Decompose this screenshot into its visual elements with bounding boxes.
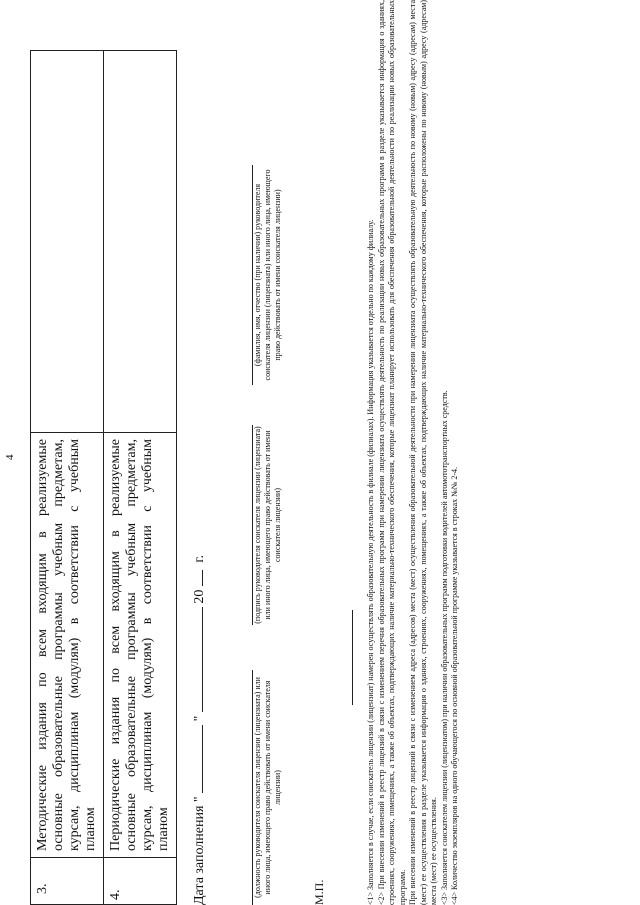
position-caption: (должность руководителя соискателя лицензии (лицензиата) или иного лица, имеющего право действовать от имени соискателя лицензии) bbox=[253, 677, 282, 898]
quote-close: " bbox=[192, 715, 207, 722]
footnote-3: <3> Заполняется соискателем лицензии (лицензиатом) при наличии образовательных программ подготовки водителей автомототранспортных средств. bbox=[439, 390, 449, 905]
month-blank bbox=[190, 607, 203, 712]
year-prefix: 20 bbox=[192, 589, 207, 604]
footnote-2-continued: При внесении изменений в реестр лицензий в связи с изменением адреса (адресов) места (мест) осуществления образовательной деятельности при намерении лицензиата осуществлять образовательную деятельность по новому (новым) адресу (адресам) места (мест) ее осуществления в разделе указывается информация о зданиях, строениях, сооружениях, помещениях, а также об объектах, подтверждающих наличие материально-технического обеспечения, которые расположены по новому (новым) адресу (адресам) места (мест) ее осуществления. bbox=[408, 0, 438, 905]
year-blank bbox=[190, 570, 203, 586]
row-value-cell bbox=[31, 51, 104, 433]
name-caption: (фамилия, имя, отчество (при наличии) руководителя соискателя лицензии (лицензиата) или иного лица, имеющего право действовать от имени соискателя лицензии) bbox=[253, 169, 282, 381]
fill-date-label: Дата заполнения " bbox=[192, 796, 207, 905]
signature-caption: (подпись руководителя соискателя лицензии (лицензиата) или иного лица, имеющего право действовать от имени соискателя лицензии) bbox=[253, 426, 282, 624]
fill-date-line bbox=[190, 555, 208, 905]
row-number: 3. bbox=[31, 858, 104, 905]
stamp-placeholder: М.П. bbox=[312, 879, 326, 905]
row-description: Периодические издания по всем входящим в реализуемые основные образовательные программы учебным предметам, курсам, дисциплинам (модулям) в соответствии с учебным планом bbox=[104, 433, 177, 858]
name-block bbox=[252, 165, 283, 385]
resources-table bbox=[30, 50, 177, 905]
footnote-separator bbox=[352, 610, 353, 705]
signature-block bbox=[252, 425, 283, 625]
row-number: 4. bbox=[104, 858, 177, 905]
footnote-4: <4> Количество экземпляров на одного обучающегося по основной образовательной программе указывается в строках №№ 2-4. bbox=[450, 466, 459, 905]
footnote-2: <2> При внесении изменений в реестр лицензий в связи с изменением перечня образовательных программ при намерении лицензиата осуществлять деятельность по реализации новых образовательных программ в разделе указывается информация о зданиях, строениях, сооружениях, помещениях, а также об объектах, подтверждающих наличие материально-технического обеспечения, которые лицензиат планирует использовать для обеспечения образовательной деятельности по реализации новых образовательных программ. bbox=[376, 0, 407, 905]
row-description: Методические издания по всем входящим в реализуемые основные образовательные программы учебным предметам, курсам, дисциплинам (модулям) в соответствии с учебным планом bbox=[31, 433, 104, 858]
page-number: 4 bbox=[4, 454, 16, 460]
row-value-cell bbox=[104, 51, 177, 433]
table-row bbox=[31, 51, 104, 905]
table-row bbox=[104, 51, 177, 905]
footnotes bbox=[366, 0, 461, 905]
day-blank bbox=[190, 725, 203, 793]
year-suffix: г. bbox=[192, 555, 207, 563]
footnote-1: <1> Заполняется в случае, если соискатель лицензии (лицензиат) намерен осуществлять образовательную деятельность в филиале (филиалах). Информация указывается отдельно по каждому филиалу. bbox=[366, 219, 375, 905]
position-signature-block bbox=[252, 670, 283, 905]
